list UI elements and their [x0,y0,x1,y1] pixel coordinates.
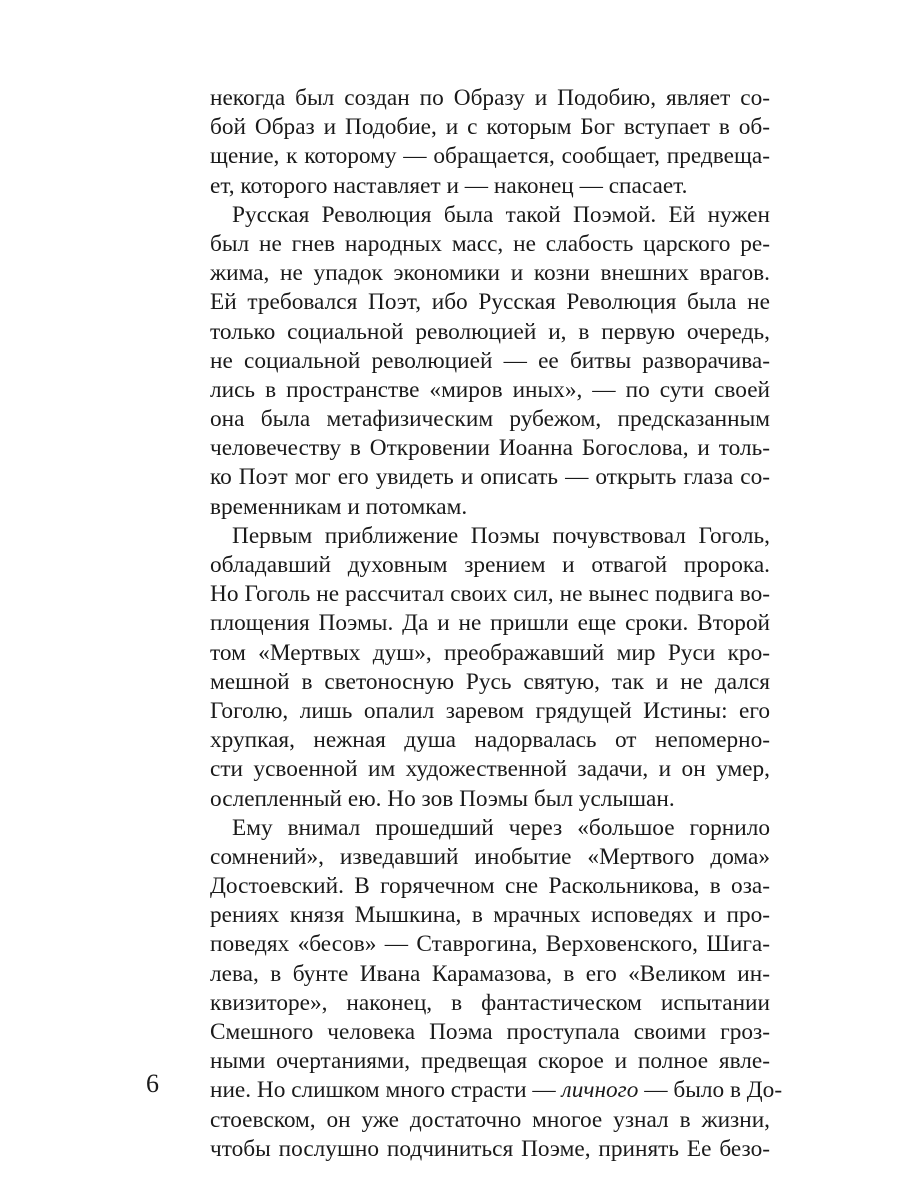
text-line: площения Поэмы. Да и не пришли еще сроки. Второй [210,610,770,637]
text-line: некогда был создан по Образу и Подобию, являет со- [210,85,770,111]
text-line: хрупкая, нежная душа надорвалась от непомерно- [210,727,770,754]
text-line-with-emphasis [210,1076,783,1105]
text-line: жима, не упадок экономики и козни внешних врагов. [210,260,770,287]
text-line: обладавший духовным зрением и отвагой пророка. [210,552,770,578]
text-line: не социальной революцией — ее битвы разворачива- [210,347,770,374]
text-line: стоевском, он уже достаточно многое узнал в жизни, [210,1106,770,1133]
text-line: поведях «бесов» — Ставрогина, Верховенского, Шига- [210,931,770,958]
text-line: Достоевский. В горячечном сне Раскольникова, в оза- [210,873,770,900]
text-line: лева, в бунте Ивана Карамазова, в его «Великом ин- [210,960,770,987]
text-segment: — было в До- [638,1077,783,1104]
text-line: человечеству в Откровении Иоанна Богослова, и толь- [210,435,770,462]
text-line: мешной в светоносную Русь святую, так и не дался [210,668,770,695]
text-line: ет, которого наставляет и — наконец — спасает. [210,172,688,199]
text-line: она была метафизическим рубежом, предсказанным [210,406,770,433]
text-line: сомнений», изведавший инобытие «Мертвого дома» [210,843,770,870]
text-line: щение, к которому — обращается, сообщает, предвеща- [210,143,770,170]
text-line: лись в пространстве «миров иных», — по сути своей [210,376,770,403]
text-line: том «Мертвых душ», преображавший мир Руси кро- [210,639,770,666]
text-line: квизиторе», наконец, в фантастическом испытании [210,989,770,1016]
text-line: ослепленный ею. Но зов Поэмы был услышан. [210,785,675,812]
text-line: был не гнев народных масс, не слабость царского ре- [210,230,770,257]
text-line: Смешного человека Поэма проступала своими гроз- [210,1019,770,1045]
emphasized-word: личного [561,1077,639,1104]
text-line: Ей требовался Поэт, ибо Русская Революция была не [210,289,770,316]
text-line: Первым приближение Поэмы почувствовал Гоголь, [232,522,770,549]
text-line: ными очертаниями, предвещая скорое и полное явле- [210,1048,770,1075]
text-line: Русская Революция была такой Поэмой. Ей нужен [232,201,770,228]
text-line: только социальной революцией и, в первую очередь, [210,318,770,345]
text-line: чтобы послушно подчиниться Поэме, принять Ее безо- [210,1135,770,1162]
text-line: рениях князя Мышкина, в мрачных исповедях и про- [210,902,770,929]
text-line: Гоголю, лишь опалил заревом грядущей Истины: его [210,697,770,724]
page-number: 6 [146,1069,159,1098]
body-text [210,84,783,1164]
text-line: бой Образ и Подобие, и с которым Бог вступает в об- [210,114,770,141]
text-segment: ние. Но слишком много страсти — [210,1077,562,1104]
text-line: ко Поэт мог его увидеть и описать — открыть глаза со- [210,464,770,491]
text-line: Ему внимал прошедший через «большое горнило [232,814,770,841]
text-line: временникам и потомкам. [210,493,468,520]
text-line: Но Гоголь не рассчитал своих сил, не вынес подвига во- [210,581,770,608]
text-line: сти усвоенной им художественной задачи, и он умер, [210,756,770,783]
